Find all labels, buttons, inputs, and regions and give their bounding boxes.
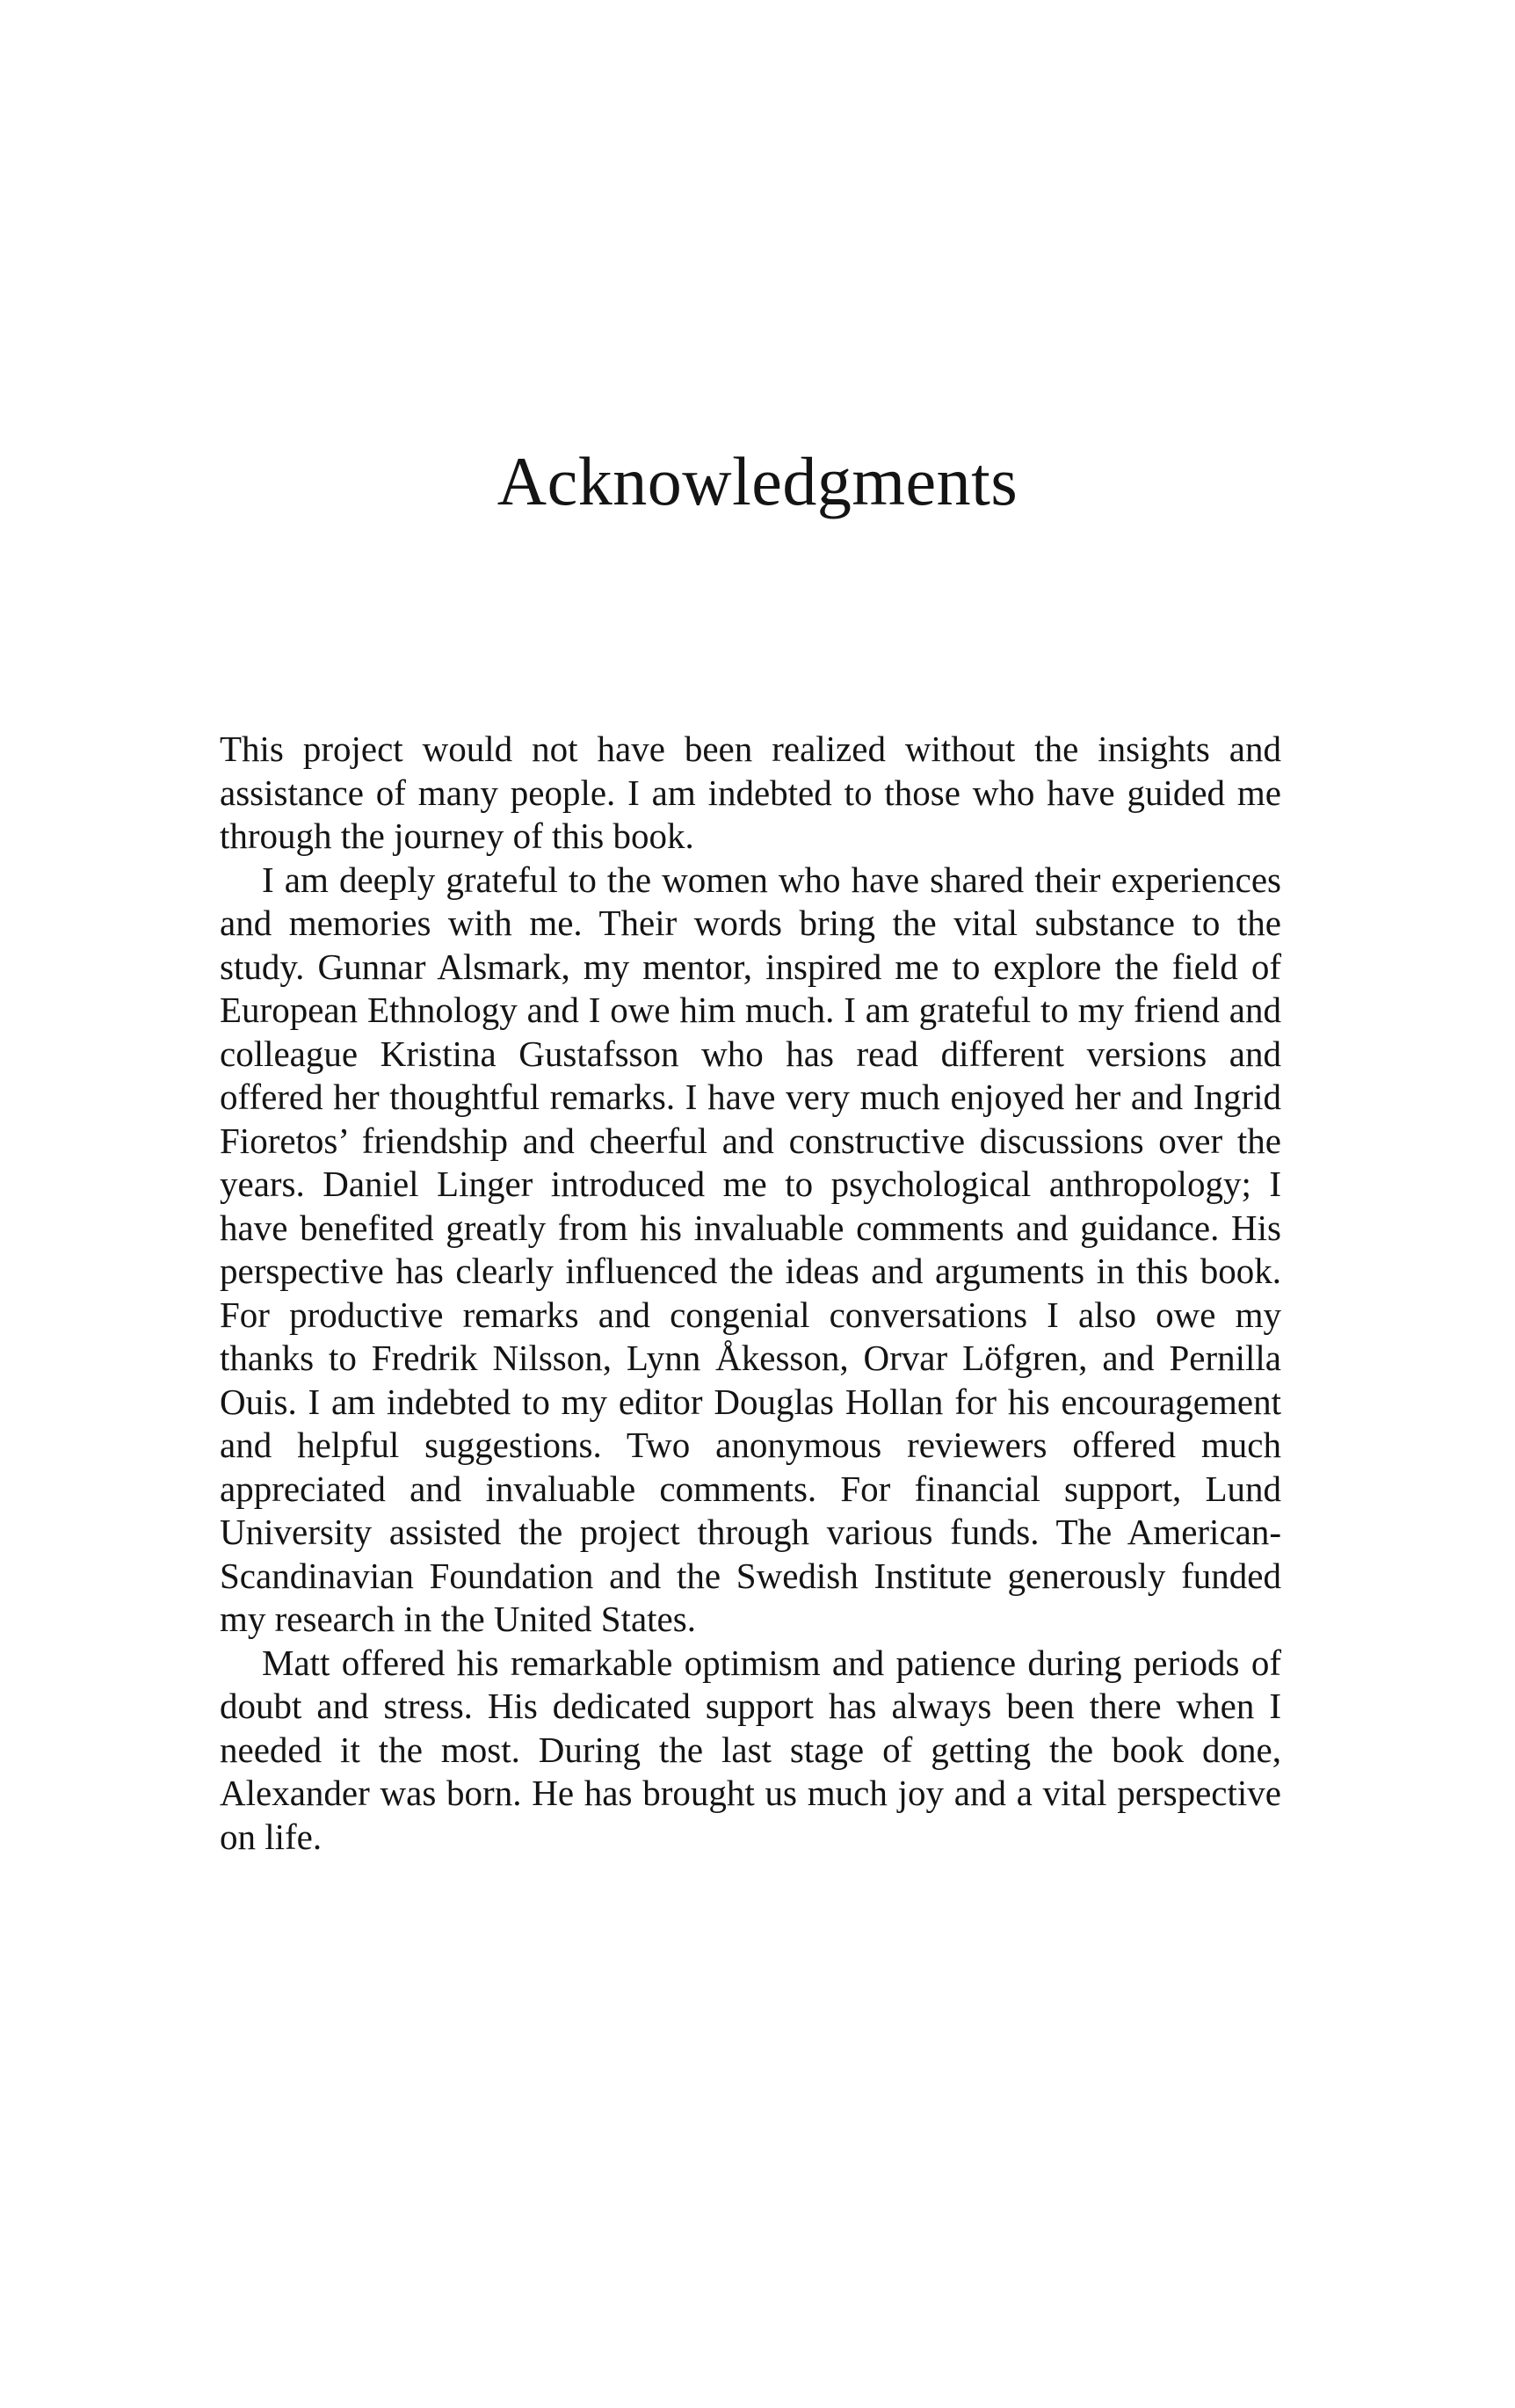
page-title: Acknowledgments	[497, 443, 1018, 519]
paragraph-1: This project would not have been realized without the insights and assistance of many people. I am indebted to those who have guided me through the journey of this book.	[220, 729, 1281, 856]
paragraph-2: I am deeply grateful to the women who have shared their experiences and memories with me. Their words bring the vital substance to the study. Gunnar Alsmark, my mentor, inspired me to explore the field of European Ethnology and I owe him much. I am grateful to my friend and colleague Kristina Gustafsson who has read different versions and offered her thoughtful remarks. I have very much enjoyed her and Ingrid Fioretos’ friendship and cheerful and constructive discussions over the years. Daniel Linger introduced me to psychological anthropology; I have benefited greatly from his invaluable comments and guidance. His perspective has clearly influenced the ideas and arguments in this book. For productive remarks and congenial conversations I also owe my thanks to Fredrik Nilsson, Lynn Åkesson, Orvar Löfgren, and Pernilla Ouis. I am indebted to my editor Douglas Hollan for his encouragement and helpful suggestions. Two anonymous reviewers offered much appreciated and invaluable comments. For financial support, Lund University assisted the project through various funds. The American-Scandinavian Foundation and the Swedish Institute generously funded my research in the United States.	[220, 859, 1281, 1639]
body-text	[220, 728, 1281, 1859]
paragraph-3: Matt offered his remarkable optimism and patience during periods of doubt and stress. His dedicated support has always been there when I needed it the most. During the last stage of getting the book done, Alexander was born. He has brought us much joy and a vital perspective on life.	[220, 1642, 1281, 1857]
